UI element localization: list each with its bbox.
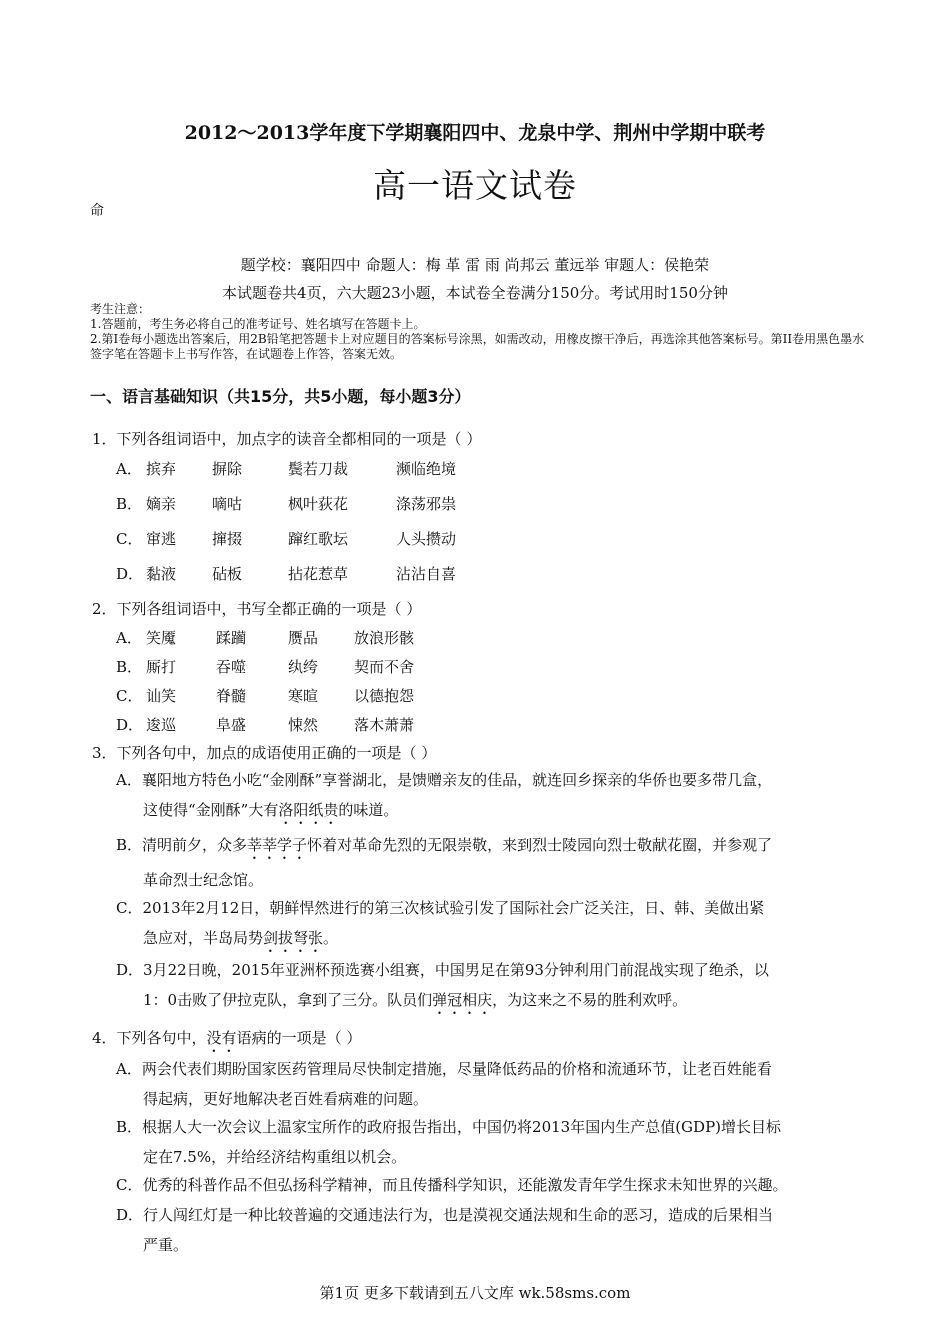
word: 寒暄 [288,687,319,705]
option-text: 急应对，半岛局势 [143,929,264,947]
stem-text: 4．下列各句中， [92,1029,207,1047]
q2-stem: 2．下列各组词语中，书写全都正确的一项是（ ） [92,600,422,618]
option-label: A． [116,771,142,789]
q2-option-a [116,627,414,656]
option-text: ，为这来之不易的胜利欢呼。 [492,991,688,1009]
option-label: B． [116,495,143,513]
option-text: 3月22日晚，2015年亚洲杯预选赛小组赛，中国男足在第93分钟利用门前混战实现了绝杀，以 [143,961,769,979]
word: 逡巡 [146,716,177,734]
option-label: C． [116,530,143,548]
q3-option-d [116,955,856,1018]
word: 摈弃 [146,460,177,478]
option-label: D． [116,716,144,734]
q1-options [116,458,456,598]
option-text: 根据人大一次会议上温家宝所作的政府报告指出，中国仍将2013年国内生产总值(GDP)增长目标 [142,1118,782,1136]
notes-item-2: 2.第Ⅰ卷每小题选出答案后，用2B铅笔把答题卡上对应题目的答案标号涂黑，如需改动，用橡皮擦干净后，再选涂其他答案标号。第II卷用黑色墨水签字笔在答题卡上书写作答，在试题卷上作答，答案无效。 [90,332,865,361]
option-label: B． [116,658,143,676]
word: 嘀咕 [212,495,243,513]
option-label: B． [116,836,143,854]
page-footer: 第1页 更多下载请到五八文库 wk.58sms.com [319,1284,631,1302]
q3-stem: 3．下列各句中，加点的成语使用正确的一项是（ ） [92,744,437,762]
word: 落木萧萧 [354,716,415,734]
word: 蹿红歌坛 [288,530,349,548]
option-text: 清明前夕，众多 [142,836,248,854]
exam-title: 2012～2013学年度下学期襄阳四中、龙泉中学、荆州中学期中联考 [184,122,766,144]
option-text: 优秀的科普作品不但弘扬科学精神，而且传播科学知识，还能激发青年学生探求未知世界的兴趣。 [142,1176,788,1194]
notes-heading: 考生注意： [90,302,151,316]
q3-option-a [116,765,856,828]
q2-options [116,627,414,743]
dotted-idiom: 剑拔弩张 [263,929,324,947]
word: 嫡亲 [146,495,177,513]
stem-text: 语病的一项是（ ） [236,1029,362,1047]
word: 濒临绝境 [396,460,457,478]
option-text: 定在7.5%，并给经济结构重组以机会。 [143,1148,407,1166]
q2-option-b [116,656,414,685]
q1-option-b [116,493,456,528]
q3-option-c [116,893,856,956]
word: 讪笑 [146,687,177,705]
word: 放浪形骸 [354,629,415,647]
q4-stem [92,1027,361,1056]
word: 吞噬 [216,658,247,676]
word: 涤荡邪祟 [396,495,457,513]
word: 赝品 [288,629,319,647]
exam-summary: 本试题卷共4页，六大题23小题，本试卷全卷满分150分。考试用时150分钟 [222,284,728,302]
option-text: 革命烈士纪念馆。 [143,871,264,889]
word: 人头攒动 [396,530,457,548]
option-label: A． [116,1060,142,1078]
q4-option-d [116,1200,856,1260]
option-text: 怀着对革命先烈的无限崇敬，来到烈士陵园向烈士敬献花圈，并参观了 [307,836,773,854]
exam-creators: 题学校：襄阳四中 命题人：梅 革 雷 雨 尚邦云 董远举 审题人：侯艳荣 [240,256,710,274]
option-label: C． [116,1176,143,1194]
notes-item-1: 1.答题前，考生务必将自己的准考证号、姓名填写在答题卡上。 [90,317,426,331]
option-text: 1：0击败了伊拉克队，拿到了三分。队员们 [143,991,433,1009]
word: 笑魇 [146,629,177,647]
option-label: D． [116,961,144,979]
q1-stem: 1．下列各组词语中，加点字的读音全都相同的一项是（ ） [92,430,482,448]
option-text: 行人闯红灯是一种比较普遍的交通违法行为，也是漠视交通法规和生命的恶习，造成的后果相当 [143,1206,774,1224]
option-text: 襄阳地方特色小吃“金刚酥”享誉湖北，是馈赠亲友的佳品，就连回乡探亲的华侨也要多带几盒， [141,771,773,789]
subject-title: 高一语文试卷 [373,166,577,205]
q3-option-b [116,828,856,897]
word: 拈花惹草 [288,565,349,583]
q1-option-a [116,458,456,493]
q4-option-b [116,1112,856,1172]
word: 鬓若刀裁 [288,460,349,478]
option-text: 2013年2月12日，朝鲜悍然进行的第三次核试验引发了国际社会广泛关注，日、韩、美做出紧 [142,899,765,917]
option-label: A． [116,629,142,647]
stray-character: 命 [90,203,104,219]
dotted-idiom: 弹冠相庆 [432,991,493,1009]
word: 摒除 [212,460,243,478]
option-label: D． [116,1206,144,1224]
option-label: C． [116,687,143,705]
notes-block [90,302,870,362]
word: 阜盛 [216,716,247,734]
q1-option-d [116,563,456,598]
word: 悚然 [288,716,319,734]
word: 窜逃 [146,530,177,548]
option-text: 严重。 [143,1236,189,1254]
section-1-title: 一、语言基础知识（共15分，共5小题，每小题3分） [90,387,471,406]
dotted-idiom: 洛阳纸贵 [278,801,339,819]
option-label: B． [116,1118,143,1136]
word: 沾沾自喜 [396,565,457,583]
q4-option-c [116,1170,876,1200]
option-label: D． [116,565,144,583]
word: 厮打 [146,658,177,676]
q1-option-c [116,528,456,563]
option-text: 。 [323,929,339,947]
word: 蹂躏 [216,629,247,647]
word: 枫叶荻花 [288,495,349,513]
dotted-idiom: 莘莘学子 [247,836,308,854]
q4-option-a [116,1054,856,1114]
word: 以德抱怨 [354,687,415,705]
word: 脊髓 [216,687,247,705]
q2-option-d [116,714,414,743]
option-label: C． [116,899,143,917]
dotted-word: 没有 [206,1029,237,1047]
option-text: 得起病，更好地解决老百姓看病难的问题。 [143,1090,429,1108]
option-text: 两会代表们期盼国家医药管理局尽快制定措施，尽量降低药品的价格和流通环节，让老百姓能看 [141,1060,772,1078]
word: 契而不舍 [354,658,415,676]
option-text: 的味道。 [338,801,399,819]
option-text: 这使得“金刚酥”大有 [143,801,279,819]
word: 黏液 [146,565,177,583]
word: 撺掇 [212,530,243,548]
word: 纨绔 [288,658,319,676]
word: 砧板 [212,565,243,583]
option-label: A． [116,460,142,478]
q2-option-c [116,685,414,714]
